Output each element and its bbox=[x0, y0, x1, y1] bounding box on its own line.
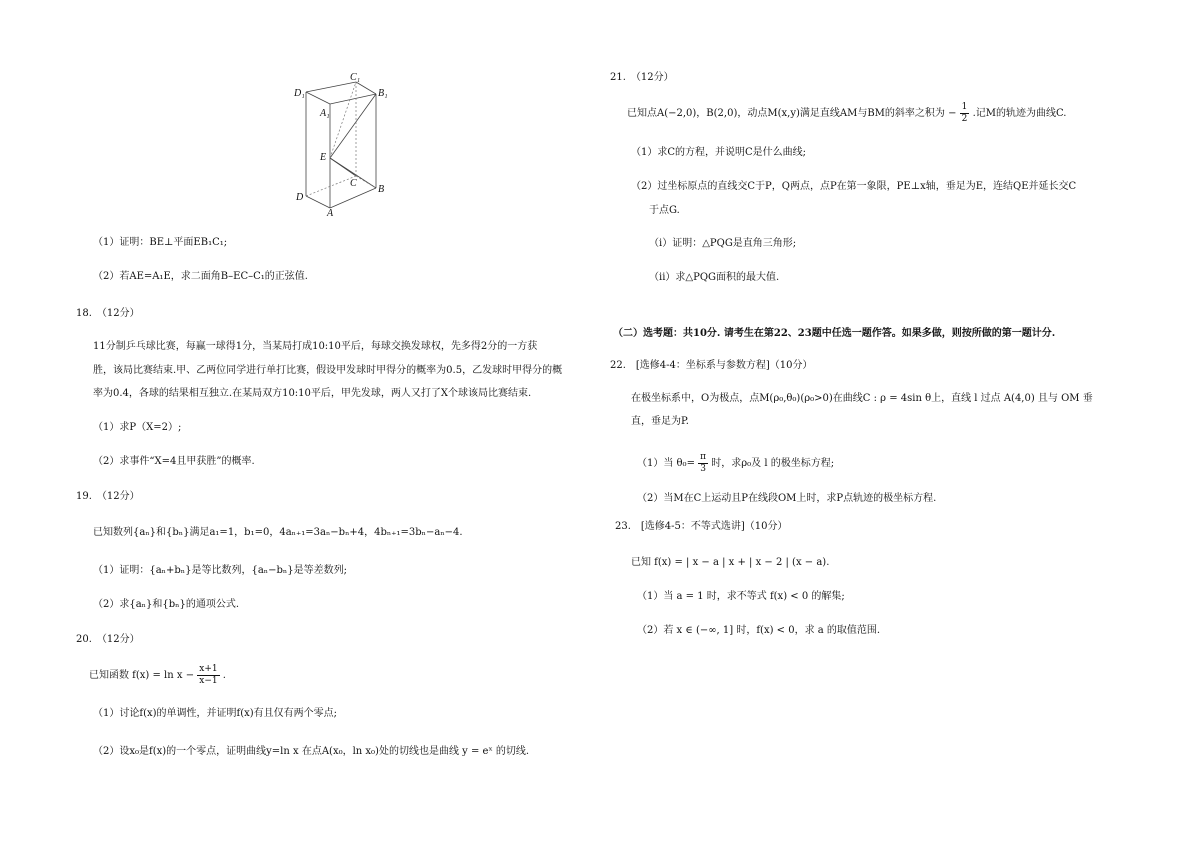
q22-frac-denominator: 3 bbox=[700, 464, 706, 474]
q21-body bbox=[627, 102, 1067, 125]
label-b: B bbox=[378, 184, 385, 195]
q18-body-line3: 率为0.4，各球的结果相互独立.在某局双方10:10平后，甲先发球，两人又打了X个球该局比赛结束. bbox=[93, 388, 532, 399]
q21-part2-line1: （2）过坐标原点的直线交C于P，Q两点，点P在第一象限，PE⊥x轴，垂足为E，连结QE并延长交C bbox=[631, 181, 1077, 192]
q22-fraction bbox=[698, 452, 708, 475]
q19-part1: （1）证明：{aₙ+bₙ}是等比数列，{aₙ−bₙ}是等差数列; bbox=[93, 565, 347, 576]
q22-part1-pre: （1）当 θ₀= bbox=[637, 458, 695, 469]
q21-frac-denominator: 2 bbox=[961, 114, 968, 124]
q20-part1: （1）讨论f(x)的单调性，并证明f(x)有且仅有两个零点; bbox=[93, 708, 338, 719]
label-c1: C₁ bbox=[350, 72, 361, 83]
label-b1: B₁ bbox=[378, 88, 388, 99]
q21-frac-numerator: 1 bbox=[961, 102, 968, 112]
q21-part2-ii: （ii）求△PQG面积的最大值. bbox=[649, 272, 780, 283]
q20-header: 20. （12分） bbox=[76, 634, 140, 645]
q18-part1: （1）求P（X=2）; bbox=[93, 422, 182, 433]
q20-body bbox=[89, 664, 226, 687]
label-c: C bbox=[350, 178, 357, 189]
q20-body-post: . bbox=[222, 670, 226, 681]
q21-part2-line2: 于点G. bbox=[649, 205, 680, 216]
q17-part1: （1）证明：BE⊥平面EB₁C₁; bbox=[93, 237, 228, 248]
q18-part2: （2）求事件“X=4且甲获胜”的概率. bbox=[93, 456, 255, 467]
q22-frac-numerator: π bbox=[700, 452, 707, 462]
q20-frac-numerator: x+1 bbox=[199, 664, 218, 674]
q18-body-line1: 11分制乒乓球比赛，每赢一球得1分，当某局打成10:10平后，每球交换发球权，先多得2分的一方获 bbox=[93, 341, 538, 352]
q22-part1-post: 时，求ρ₀及 l 的极坐标方程; bbox=[711, 458, 835, 469]
q22-header: 22. [选修4-4：坐标系与参数方程]（10分） bbox=[610, 360, 813, 371]
q19-part2: （2）求{aₙ}和{bₙ}的通项公式. bbox=[93, 599, 240, 610]
label-d: D bbox=[296, 192, 304, 203]
q19-body: 已知数列{aₙ}和{bₙ}满足a₁=1，b₁=0，4aₙ₊₁=3aₙ−bₙ+4，4bₙ₊₁=3bₙ−aₙ−4. bbox=[93, 527, 463, 538]
q20-fraction bbox=[197, 664, 219, 687]
q21-body-pre: 已知点A(−2,0)，B(2,0)，动点M(x,y)满足直线AM与BM的斜率之积为 − bbox=[627, 108, 957, 119]
label-a1: A₁ bbox=[320, 108, 330, 119]
q22-body-line1: 在极坐标系中，O为极点，点M(ρ₀,θ₀)(ρ₀>0)在曲线C : ρ = 4sin θ上，直线 l 过点 A(4,0) 且与 OM 垂 bbox=[631, 393, 1093, 404]
q19-header: 19. （12分） bbox=[76, 491, 140, 502]
q21-part2-i: （i）证明：△PQG是直角三角形; bbox=[649, 238, 797, 249]
q22-part1 bbox=[637, 452, 834, 475]
q23-part1: （1）当 a = 1 时，求不等式 f(x) < 0 的解集; bbox=[637, 591, 845, 602]
q22-body-line2: 直，垂足为P. bbox=[631, 416, 689, 427]
q23-body: 已知 f(x) = | x − a | x + | x − 2 | (x − a). bbox=[631, 557, 830, 568]
label-e: E bbox=[320, 152, 327, 163]
q18-header: 18. （12分） bbox=[76, 308, 140, 319]
q21-body-post: .记M的轨迹为曲线C. bbox=[972, 108, 1067, 119]
q21-header: 21. （12分） bbox=[610, 72, 674, 83]
q20-frac-denominator: x−1 bbox=[199, 676, 218, 686]
q23-header: 23. [选修4-5：不等式选讲]（10分） bbox=[615, 521, 788, 532]
q21-fraction bbox=[960, 102, 970, 125]
label-a: A bbox=[327, 208, 334, 218]
q20-body-pre: 已知函数 f(x) = ln x − bbox=[89, 670, 195, 681]
label-d1: D₁ bbox=[294, 88, 305, 99]
q21-part1: （1）求C的方程，并说明C是什么曲线; bbox=[631, 147, 807, 158]
q23-part2: （2）若 x ∈ (−∞, 1] 时，f(x) < 0，求 a 的取值范围. bbox=[637, 625, 881, 636]
q17-part2: （2）若AE=A₁E，求二面角B–EC–C₁的正弦值. bbox=[93, 271, 308, 282]
prism-figure bbox=[292, 70, 392, 218]
optional-section-header: （二）选考题：共10分. 请考生在第22、23题中任选一题作答。如果多做，则按所做的第一题计分. bbox=[613, 328, 1056, 339]
q20-part2: （2）设x₀是f(x)的一个零点，证明曲线y=ln x 在点A(x₀，ln x₀)处的切线也是曲线 y = eˣ 的切线. bbox=[93, 746, 530, 757]
q22-part2: （2）当M在C上运动且P在线段OM上时，求P点轨迹的极坐标方程. bbox=[637, 493, 937, 504]
q18-body-line2: 胜，该局比赛结束.甲、乙两位同学进行单打比赛，假设甲发球时甲得分的概率为0.5，乙发球时甲得分的概 bbox=[93, 365, 563, 376]
